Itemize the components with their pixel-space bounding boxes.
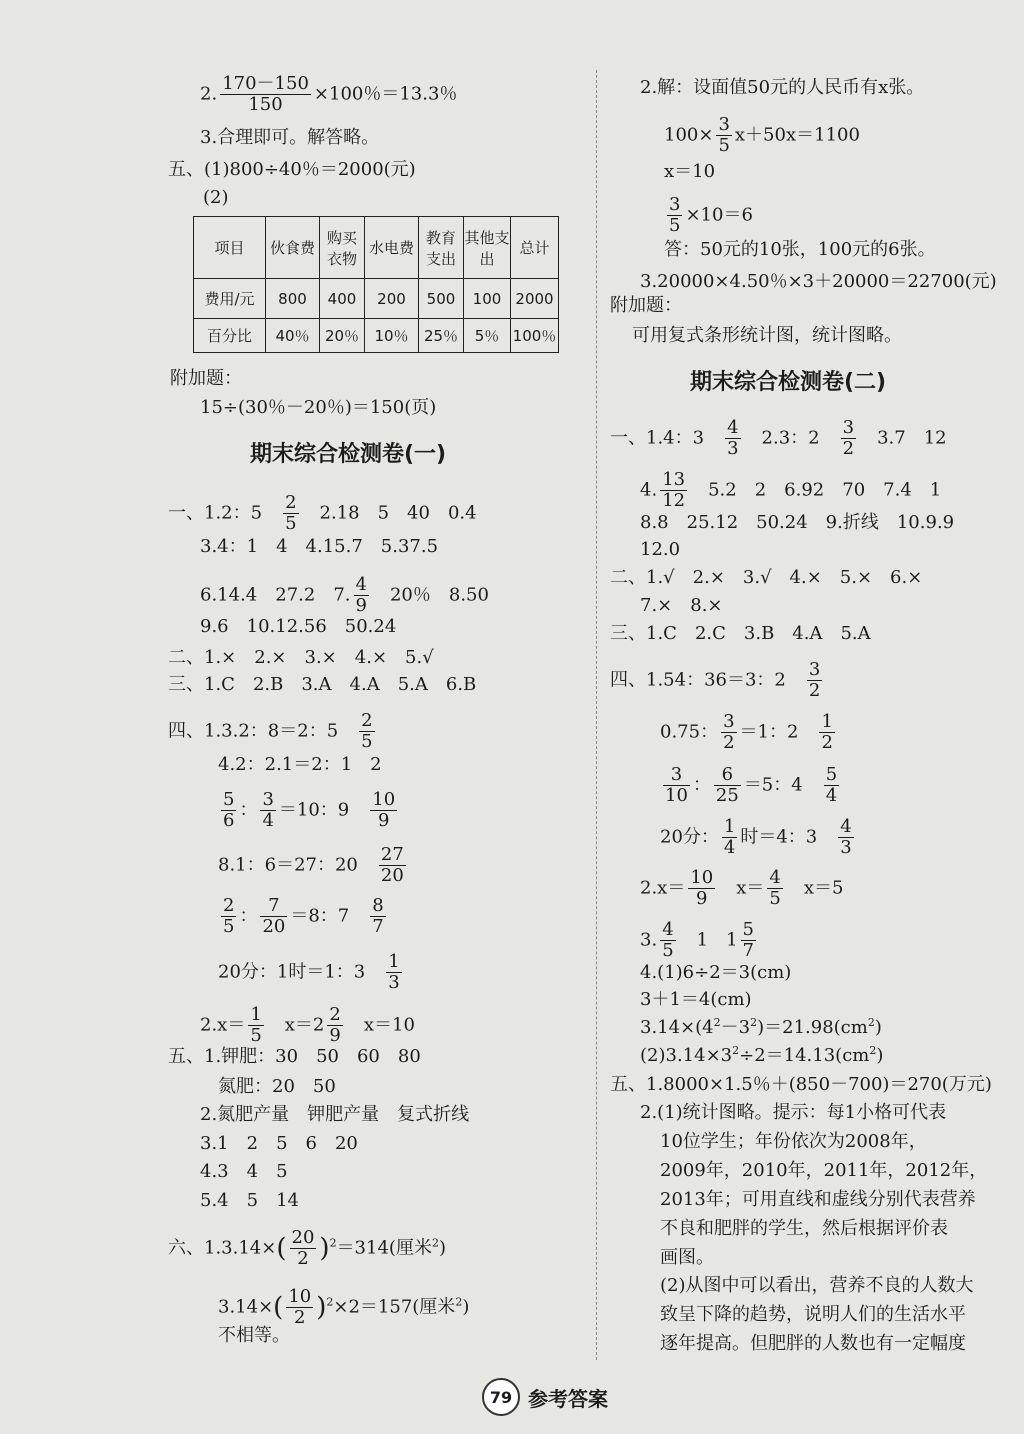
table-cell: 400 — [320, 279, 365, 319]
table-cell: 2000 — [511, 279, 559, 319]
table-cell: 教育支出 — [419, 217, 464, 279]
table-cell: 水电费 — [365, 217, 419, 279]
answer-line: 4.3 4 5 — [200, 1161, 288, 1182]
answer-line: 三、1.C 2.C 3.B 4.A 5.A — [610, 623, 871, 644]
answer-line: 20分： $\frac{1}{4}$ 时＝4：3 $\frac{4}{3}$ — [660, 816, 852, 858]
answer-line: 100× $\frac{3}{5}$ x＋50x＝1100 — [664, 114, 860, 156]
answer-line: 5.4 5 14 — [200, 1190, 299, 1211]
table-row — [194, 319, 559, 353]
answer-line: 3.14×( $\frac{10}{2}$ )$^2$×2＝157(厘米$^2$) — [218, 1286, 470, 1328]
answer-line: 3.4：1 4 4.15.7 5.37.5 — [200, 536, 439, 557]
answer-line: 附加题： — [170, 368, 242, 389]
answer-line: 8.1：6＝27：20 $\frac{27}{20}$ — [218, 844, 404, 886]
answer-line: 7.× 8.× — [640, 595, 723, 616]
answer-line: 3.1 2 5 6 20 — [200, 1133, 358, 1154]
answer-line: $3.14\times(4^2-3^2)=21.98(cm^2)$ — [640, 1016, 882, 1038]
page-footer — [482, 1378, 608, 1416]
answer-line: 五、1.8000×1.5％＋(850－700)＝270(万元) — [610, 1074, 992, 1095]
answer-line: 10位学生；年份依次为2008年， — [660, 1131, 927, 1152]
answer-line: 4. $\frac{13}{12}$ 5.2 2 6.92 70 7.4 1 — [640, 469, 942, 511]
table-cell: 百分比 — [194, 319, 266, 353]
answer-line: 2.x＝ $\frac{10}{9}$ x＝ $\frac{4}{5}$ x＝5 — [640, 867, 844, 909]
answer-line: 3＋1＝4(cm) — [640, 989, 752, 1010]
table-row — [194, 217, 559, 279]
answer-line: $(2)3.14\times 3^2\div 2=14.13(cm^2)$ — [640, 1044, 884, 1066]
answer-line: 可用复式条形统计图，统计图略。 — [632, 325, 902, 346]
footer-title: 参考答案 — [528, 1386, 608, 1411]
answer-line: 3. $\frac{4}{5}$ 1 1 $\frac{5}{7}$ — [640, 919, 754, 961]
answer-line: 3.20000×4.50％×3＋20000＝22700(元) — [640, 271, 997, 292]
answer-line: (2)从图中可以看出，营养不良的人数大 — [660, 1275, 974, 1296]
answer-line: $\frac{3}{5}$ ×10＝6 — [669, 194, 753, 236]
table-row — [194, 279, 559, 319]
answer-line: 15÷(30％－20％)＝150(页) — [200, 397, 437, 418]
answer-line: $\frac{2}{5}$ ： $\frac{7}{20}$ ＝8：7 $\frac{8}{7}$ — [223, 895, 384, 937]
answer-line: $\frac{5}{6}$ ： $\frac{3}{4}$ ＝10：9 $\frac{10}{9}$ — [223, 789, 396, 831]
table-cell: 总计 — [511, 217, 559, 279]
answer-line: 不相等。 — [218, 1325, 290, 1346]
answer-line: 12.0 — [640, 539, 681, 560]
answer-line: 0.75： $\frac{3}{2}$ ＝1：2 $\frac{1}{2}$ — [660, 711, 833, 753]
table-cell: 项目 — [194, 217, 266, 279]
answer-line: (2) — [203, 187, 229, 208]
answer-line: 2013年；可用直线和虚线分别代表营养 — [660, 1189, 976, 1210]
answer-line: 五、(1)800÷40％＝2000(元) — [168, 159, 416, 180]
answer-line: 9.6 10.12.56 50.24 — [200, 616, 397, 637]
column-divider — [596, 70, 597, 1360]
table-cell: 200 — [365, 279, 419, 319]
answer-line: 4.2：2.1＝2：1 2 — [218, 754, 382, 775]
answer-line: 一、1.2：5 $\frac{2}{5}$ 2.18 5 40 0.4 — [168, 492, 477, 534]
answer-line: 二、1.× 2.× 3.× 4.× 5.√ — [168, 647, 434, 668]
answer-line: 3.合理即可。解答略。 — [200, 127, 380, 148]
table-cell: 其他支出 — [464, 217, 511, 279]
table-cell: 伙食费 — [266, 217, 320, 279]
answer-line: 氮肥：20 50 — [218, 1076, 336, 1097]
table-cell: 800 — [266, 279, 320, 319]
section-heading: 期末综合检测卷(一) — [250, 442, 447, 467]
answer-line: 2.氮肥产量 钾肥产量 复式折线 — [200, 1104, 470, 1125]
answer-line: 6.14.4 27.2 7. $\frac{4}{9}$ 20％ 8.50 — [200, 574, 489, 616]
answer-line: 四、1.3.2：8＝2：5 $\frac{2}{5}$ — [168, 710, 373, 752]
table-cell: 100 — [464, 279, 511, 319]
answer-line: 答：50元的10张，100元的6张。 — [664, 239, 936, 260]
table-cell: 5％ — [464, 319, 511, 353]
answer-line: 致呈下降的趋势，说明人们的生活水平 — [660, 1304, 966, 1325]
table-cell: 购买衣物 — [320, 217, 365, 279]
table-cell: 费用/元 — [194, 279, 266, 319]
answer-line: 五、1.钾肥：30 50 60 80 — [168, 1046, 421, 1067]
table-cell: 500 — [419, 279, 464, 319]
answer-line: x＝10 — [664, 161, 716, 182]
answer-line: 二、1.√ 2.× 3.√ 4.× 5.× 6.× — [610, 567, 923, 588]
answer-line: 2009年，2010年，2011年，2012年， — [660, 1160, 988, 1181]
answer-line: 四、1.54：36＝3：2 $\frac{3}{2}$ — [610, 659, 821, 701]
table-cell: 10％ — [365, 319, 419, 353]
answer-line: 六、1.3.14×( $\frac{20}{2}$ )$^2$＝314(厘米$^2$) — [168, 1227, 446, 1269]
answer-line: 20分：1时＝1：3 $\frac{1}{3}$ — [218, 951, 400, 993]
expense-table — [193, 216, 559, 353]
section-heading: 期末综合检测卷(二) — [690, 370, 887, 395]
page-number: 79 — [482, 1378, 520, 1416]
answer-line: 一、1.4：3 $\frac{4}{3}$ 2.3：2 $\frac{3}{2}$ 3.7 12 — [610, 417, 947, 459]
answer-line: 2.解：设面值50元的人民币有x张。 — [640, 77, 925, 98]
answer-line: 逐年提高。但肥胖的人数也有一定幅度 — [660, 1333, 966, 1354]
answer-line: 2.(1)统计图略。提示：每1小格可代表 — [640, 1102, 947, 1123]
table-cell: 40％ — [266, 319, 320, 353]
answer-line: 三、1.C 2.B 3.A 4.A 5.A 6.B — [168, 674, 477, 695]
table-cell: 25％ — [419, 319, 464, 353]
table-cell: 100％ — [511, 319, 559, 353]
answer-line: 附加题： — [610, 295, 682, 316]
answer-line: 2.x＝ $\frac{1}{5}$ x＝2 $\frac{2}{9}$ x＝10 — [200, 1004, 415, 1046]
answer-line: 不良和肥胖的学生，然后根据评价表 — [660, 1218, 948, 1239]
answer-line: 2. $\frac{170-150}{150}$ ×100％＝13.3％ — [200, 73, 458, 115]
answer-line: 8.8 25.12 50.24 9.折线 10.9.9 — [640, 512, 955, 533]
answer-line: 画图。 — [660, 1247, 714, 1268]
table-cell: 20％ — [320, 319, 365, 353]
answer-line: 4.(1)6÷2＝3(cm) — [640, 962, 792, 983]
answer-line: $\frac{3}{10}$ ： $\frac{6}{25}$ ＝5：4 $\frac{5}{4}$ — [665, 764, 838, 806]
